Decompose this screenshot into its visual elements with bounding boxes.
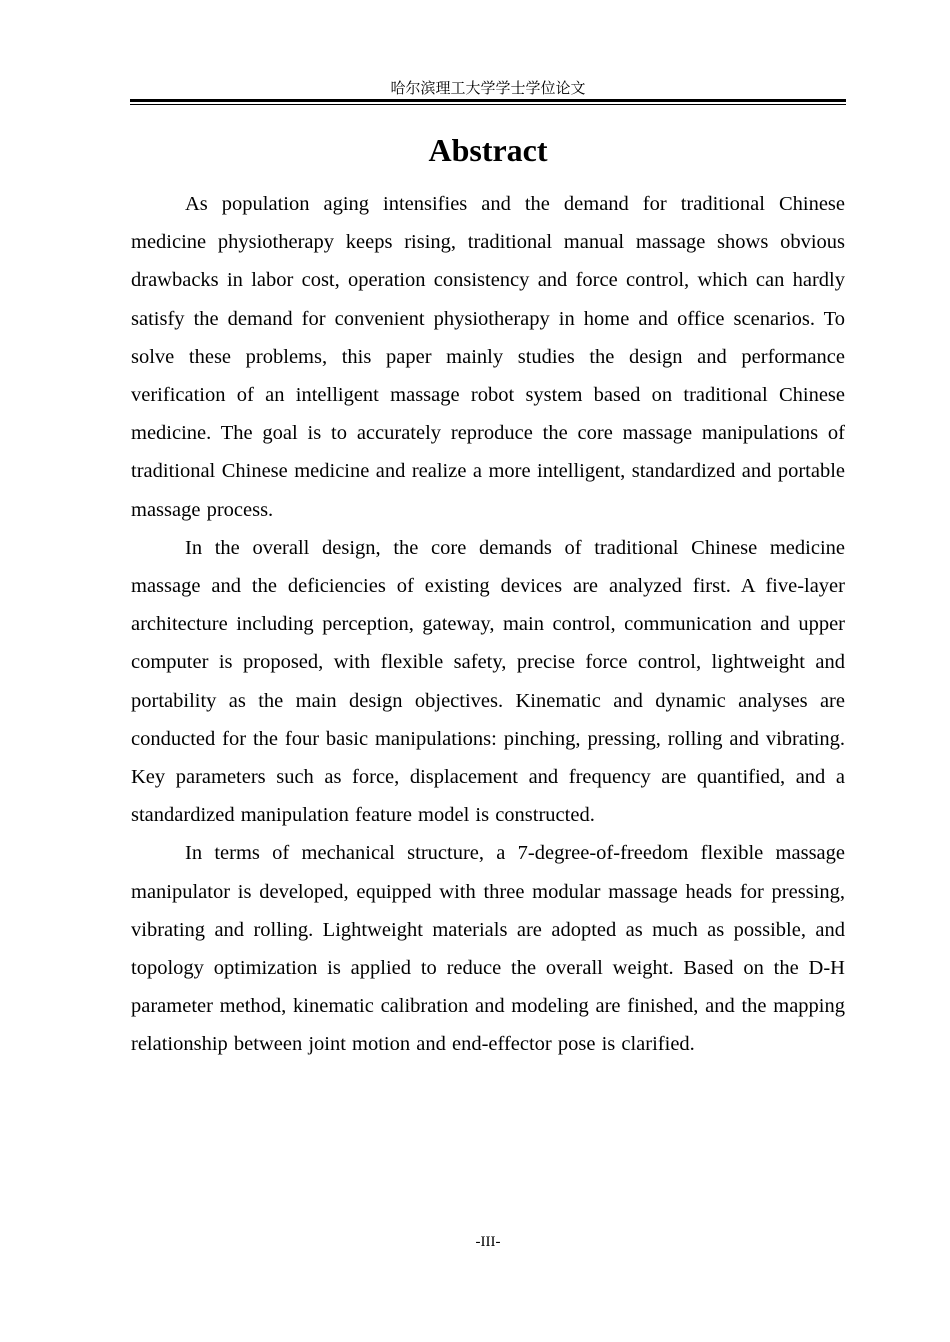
abstract-body [131,185,845,1064]
header-rule-thick [130,99,846,102]
abstract-paragraph-2: In the overall design, the core demands of traditional Chinese medicine massage and the deficiencies of existing devices are analyzed first. A five-layer architecture including perception, gateway, main control, communication and upper computer is proposed, with flexible safety, precise force control, lightweight and portability as the main design objectives. Kinematic and dynamic analyses are conducted for the four basic manipulations: pinching, pressing, rolling and vibrating. Key parameters such as force, displacement and frequency are quantified, and a standardized manipulation feature model is constructed. [131,536,845,827]
running-header: 哈尔滨理工大学学士学位论文 [390,79,586,97]
abstract-paragraph-3: In terms of mechanical structure, a 7-degree-of-freedom flexible massage manipulator is developed, equipped with three modular massage heads for pressing, vibrating and rolling. Lightweight materials are adopted as much as possible, and topology optimization is applied to reduce the overall weight. Based on the D-H parameter method, kinematic calibration and modeling are finished, and the mapping relationship between joint motion and end-effector pose is clarified. [131,842,845,1056]
page-number: -III- [475,1234,501,1250]
abstract-title: Abstract [428,132,548,168]
header-rule-thin [130,104,846,105]
abstract-paragraph-1: As population aging intensifies and the demand for traditional Chinese medicine physiotherapy keeps rising, traditional manual massage shows obvious drawbacks in labor cost, operation consistency and force control, which can hardly satisfy the demand for convenient physiotherapy in home and office scenarios. To solve these problems, this paper mainly studies the design and performance verification of an intelligent massage robot system based on traditional Chinese medicine. The goal is to accurately reproduce the core massage manipulations of traditional Chinese medicine and realize a more intelligent, standardized and portable massage process. [131,193,845,521]
